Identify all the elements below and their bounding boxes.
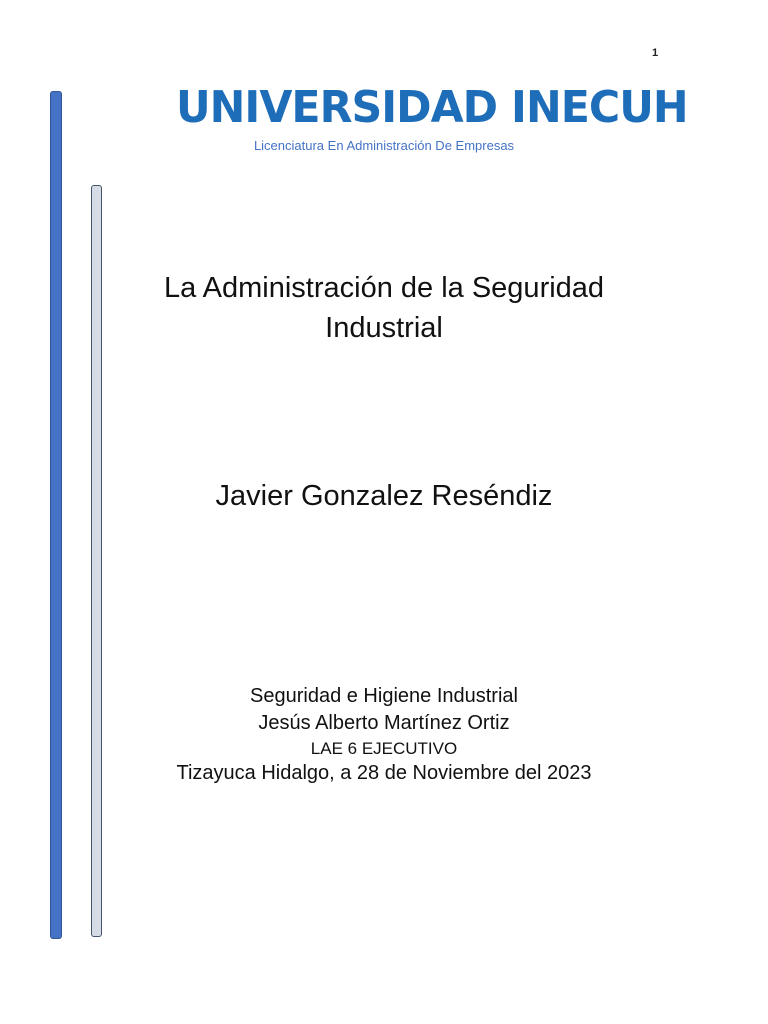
page-number: 1 xyxy=(652,47,659,59)
cover-details xyxy=(0,683,768,787)
instructor-name: Jesús Alberto Martínez Ortiz xyxy=(258,712,510,734)
author-name: Javier Gonzalez Reséndiz xyxy=(215,480,553,512)
document-title xyxy=(0,268,768,348)
group-name: LAE 6 EJECUTIVO xyxy=(310,739,458,758)
decorative-bar-primary xyxy=(50,91,62,939)
document-title-line-2: Industrial xyxy=(325,312,443,344)
program-name: Licenciatura En Administración De Empresas xyxy=(253,138,515,153)
place-date: Tizayuca Hidalgo, a 28 de Noviembre del 2023 xyxy=(176,762,592,784)
course-name: Seguridad e Higiene Industrial xyxy=(250,685,518,707)
document-title-line-1: La Administración de la Seguridad xyxy=(163,272,605,304)
university-logo: UNIVERSIDAD INECUH xyxy=(176,82,688,133)
